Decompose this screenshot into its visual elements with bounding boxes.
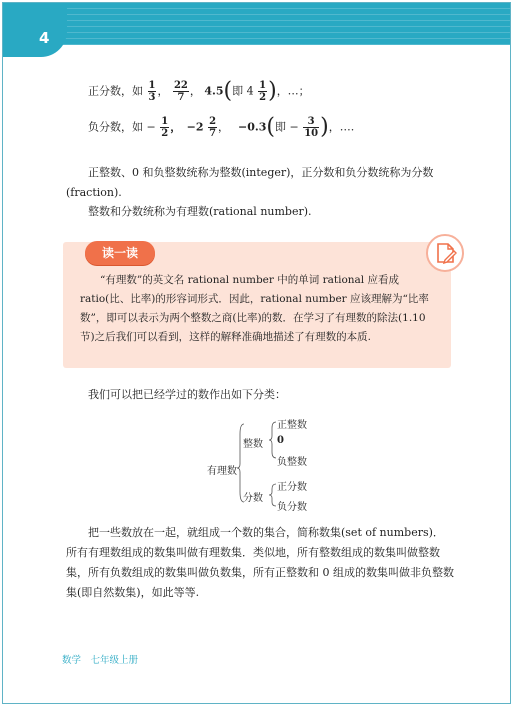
- tree-integer: 整数: [243, 439, 263, 450]
- para-integer-fraction: 正整数、0 和负整数统称为整数(integer)，正分数和负分数统称为分数(fraction).: [66, 166, 434, 199]
- note-pencil-icon: [426, 234, 464, 272]
- pos-sep2: ，: [189, 84, 201, 98]
- neg-sep1: ， −2: [170, 120, 204, 134]
- classification-tree: [200, 414, 320, 514]
- neg-frac-1: $\frac{1}{2}$: [161, 116, 169, 139]
- neg-suffix: ，….: [328, 120, 355, 134]
- neg-paren-prefix: 即 −: [274, 120, 299, 134]
- tree-neg-frac: 负分数: [277, 502, 307, 513]
- para-classification: 我们可以把已经学过的数作出如下分类：: [88, 388, 286, 401]
- pos-sep1: ，: [157, 84, 169, 98]
- neg-sep2: ，: [218, 120, 235, 134]
- para-rational: 整数和分数统称为有理数(rational number).: [88, 205, 312, 218]
- footer: 数学 七年级上册: [62, 655, 139, 666]
- negative-fractions-line: 负分数，如 − $\frac{1}{2}$ ， −2 $\frac{2}{7}$ ， −0.3(即 − $\frac{3}{10}$ )，….: [88, 114, 355, 140]
- page-number: 4: [39, 29, 50, 47]
- para-number-sets: 把一些数放在一起，就组成一个数的集合，简称数集(set of numbers)．所有有理数组成的数集叫做有理数集．类似地，所有整数组成的数集叫做整数集，所有负数组成的数集叫做负数集，所有正整数和 0 组成的数集叫做非负整数集(即自然数集)，如此等等.: [66, 526, 454, 599]
- neg-frac-3: $\frac{3}{10}$: [304, 116, 319, 139]
- pos-frac-3: $\frac{1}{2}$: [259, 80, 267, 103]
- tree-root: 有理数: [207, 466, 237, 477]
- pos-prefix: 正分数，如: [88, 84, 143, 98]
- tree-pos-frac: 正分数: [277, 482, 307, 493]
- page-number-tab: [3, 3, 67, 57]
- neg-prefix: 负分数，如 −: [88, 120, 156, 134]
- pos-frac-1: $\frac{1}{3}$: [148, 80, 156, 103]
- read-tag: 读一读: [85, 241, 155, 265]
- tree-fraction: 分数: [243, 493, 263, 504]
- tree-pos-int: 正整数: [277, 420, 307, 431]
- neg-decimal: −0.3: [238, 120, 267, 134]
- pos-paren-prefix: 即 4: [232, 84, 254, 98]
- positive-fractions-line: 正分数，如 $\frac{1}{3}$ ， $\frac{22}{7}$ ， 4.5(即 4 $\frac{1}{2}$ )，…；: [88, 78, 310, 104]
- pos-decimal: 4.5: [204, 84, 224, 98]
- tree-zero: 0: [277, 435, 284, 446]
- neg-frac-2: $\frac{2}{7}$: [209, 116, 217, 139]
- header-band: [3, 3, 510, 45]
- tree-neg-int: 负整数: [277, 457, 307, 468]
- pos-frac-2: $\frac{22}{7}$: [173, 80, 188, 103]
- read-box-text: “有理数”的英文名 rational number 中的单词 rational 应看成 ratio(比、比率)的形容词形式．因此，rational number 应该理解为“比率数”，即可以表示为两个整数之商(比率)的数．在学习了有理数的除法(1.10 节)之后我们可以看到，这样的解释准确地描述了有理数的本质.: [80, 274, 429, 343]
- pos-suffix: ，…；: [276, 84, 310, 98]
